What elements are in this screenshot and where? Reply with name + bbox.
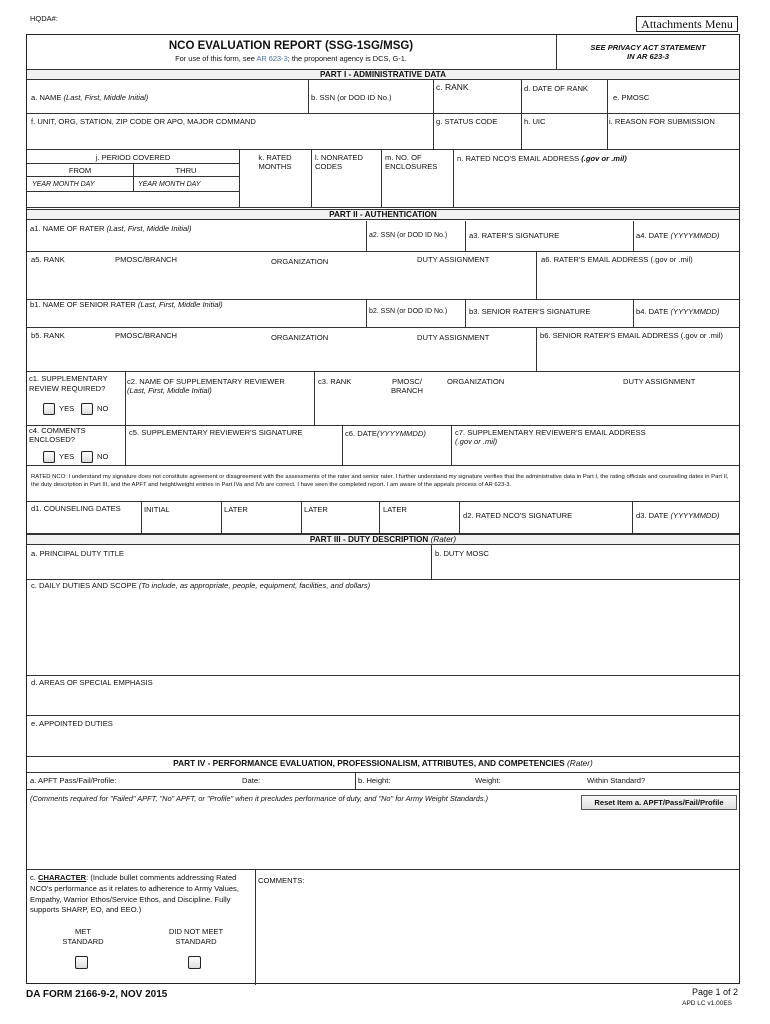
reason-field[interactable]: i. REASON FOR SUBMISSION bbox=[609, 117, 715, 126]
privacy-line-1: SEE PRIVACY ACT STATEMENT bbox=[590, 43, 706, 52]
privacy-line-2: IN AR 623-3 bbox=[627, 52, 669, 61]
ssn-field[interactable]: b. SSN (or DOD ID No.) bbox=[311, 93, 392, 102]
rater-date-field[interactable] bbox=[636, 231, 719, 241]
met-standard-label-1: MET bbox=[74, 927, 92, 936]
supp-reviewer-name-hint: (Last, First, Middle Initial) bbox=[127, 386, 212, 395]
duty-mosc-field[interactable]: b. DUTY MOSC bbox=[435, 549, 489, 558]
character-comments-field[interactable]: COMMENTS: bbox=[258, 876, 305, 885]
senior-rater-name-hint: (Last, First, Middle Initial) bbox=[137, 300, 223, 309]
supp-required-no-checkbox[interactable] bbox=[81, 403, 93, 415]
comments-enclosed-label-1: c4. COMMENTS bbox=[29, 426, 86, 435]
did-not-meet-checkbox[interactable] bbox=[188, 956, 201, 969]
supp-reviewer-signature-field[interactable]: c5. SUPPLEMENTARY REVIEWER'S SIGNATURE bbox=[129, 428, 303, 437]
rater-email-field[interactable]: a6. RATER'S EMAIL ADDRESS (.gov or .mil) bbox=[541, 255, 693, 264]
version-label: APD LC v1.00ES bbox=[682, 1000, 732, 1007]
period-covered-label: j. PERIOD COVERED bbox=[95, 153, 171, 162]
supp-reviewer-rank-field[interactable]: c3. RANK bbox=[318, 377, 352, 386]
evaluation-form bbox=[26, 34, 740, 984]
name-hint: (Last, First, Middle Initial) bbox=[63, 93, 149, 102]
rater-duty-field[interactable]: DUTY ASSIGNMENT bbox=[417, 255, 490, 264]
rater-name-field[interactable] bbox=[30, 224, 191, 234]
supp-reviewer-org-field[interactable]: ORGANIZATION bbox=[447, 377, 505, 386]
apft-comments-note: (Comments required for "Failed" APFT, "No" APFT, or "Profile" when it precludes performance of duty, and "No" for Army Weight Standards.) bbox=[30, 794, 489, 803]
character-instructions bbox=[30, 873, 254, 916]
character-label: CHARACTER bbox=[38, 873, 87, 882]
ar-reference-link[interactable]: AR 623-3 bbox=[256, 54, 288, 63]
form-subtitle bbox=[27, 54, 555, 64]
enclosures-label-1: m. NO. OF bbox=[385, 153, 422, 162]
rated-nco-signature-field[interactable]: d2. RATED NCO'S SIGNATURE bbox=[463, 511, 573, 520]
uic-field[interactable]: h. UIC bbox=[524, 117, 546, 126]
pmosc-field[interactable]: e. PMOSC bbox=[613, 93, 650, 102]
senior-rater-date-field[interactable] bbox=[636, 307, 719, 317]
senior-rater-org-field[interactable]: ORGANIZATION bbox=[271, 333, 329, 342]
rater-date-hint: (YYYYMMDD) bbox=[670, 231, 720, 240]
subtitle-post: ; the proponent agency is DCS, G-1. bbox=[287, 54, 407, 63]
supp-reviewer-pmosc-field[interactable]: PMOSC/ bbox=[392, 377, 422, 386]
met-standard-label-2: STANDARD bbox=[62, 937, 104, 946]
supp-reviewer-duty-field[interactable]: DUTY ASSIGNMENT bbox=[623, 377, 696, 386]
appointed-duties-field[interactable]: e. APPOINTED DUTIES bbox=[31, 719, 113, 728]
rater-pmosc-field[interactable]: PMOSC/BRANCH bbox=[115, 255, 178, 264]
senior-rater-pmosc-field[interactable]: PMOSC/BRANCH bbox=[115, 331, 178, 340]
apft-field[interactable]: a. APFT Pass/Fail/Profile: bbox=[30, 776, 117, 785]
rated-nco-date-field[interactable] bbox=[636, 511, 719, 521]
did-not-meet-label-2: STANDARD bbox=[175, 937, 217, 946]
rated-email-hint: (.gov or .mil) bbox=[581, 154, 627, 163]
supp-required-yes-checkbox[interactable] bbox=[43, 403, 55, 415]
form-id: DA FORM 2166-9-2, NOV 2015 bbox=[26, 989, 168, 1000]
status-code-field[interactable]: g. STATUS CODE bbox=[436, 117, 498, 126]
rated-months-label-2: MONTHS bbox=[258, 162, 292, 171]
character-text: : (Include bullet comments addressing Rated NCO's performance as it relates to adherence to Army Values, Empathy, Warrior Ethos/Service Ethos, and Discipline. Fully supports SHARP, EO, and EEO.) bbox=[30, 873, 239, 915]
counseling-later-field-1[interactable]: LATER bbox=[224, 505, 248, 514]
from-date-field[interactable]: YEAR MONTH DAY bbox=[32, 181, 95, 188]
supp-review-required-label: c1. SUPPLEMENTARY REVIEW REQUIRED? bbox=[29, 374, 108, 393]
comments-enclosed-label-2: ENCLOSED? bbox=[29, 435, 76, 444]
part1-header: PART I - ADMINISTRATIVE DATA bbox=[27, 69, 739, 80]
supp-required-no-label: NO bbox=[97, 404, 109, 413]
rated-months-label-1: k. RATED bbox=[258, 153, 292, 162]
name-field[interactable] bbox=[31, 93, 148, 103]
height-field[interactable]: b. Height: bbox=[358, 776, 391, 785]
supp-reviewer-date-field[interactable] bbox=[345, 429, 426, 439]
thru-date-field[interactable]: YEAR MONTH DAY bbox=[138, 181, 201, 188]
nco-date-hint: (YYYYMMDD) bbox=[670, 511, 720, 520]
enclosures-label-2: ENCLOSURES bbox=[385, 162, 438, 171]
counseling-dates-label: d1. COUNSELING DATES bbox=[31, 504, 121, 513]
part3-header bbox=[27, 534, 739, 545]
daily-duties-field[interactable] bbox=[31, 581, 370, 591]
rater-ssn-field[interactable]: a2. SSN (or DOD ID No.) bbox=[369, 232, 448, 239]
senior-rater-email-field[interactable]: b6. SENIOR RATER'S EMAIL ADDRESS (.gov or .mil) bbox=[540, 331, 723, 340]
comments-enclosed-yes-label: YES bbox=[59, 452, 75, 461]
from-label: FROM bbox=[68, 166, 92, 175]
part3-hint: (Rater) bbox=[430, 535, 457, 544]
part4-hint: (Rater) bbox=[566, 758, 593, 768]
supp-date-label: c6. DATE bbox=[345, 429, 377, 438]
apft-date-field[interactable]: Date: bbox=[242, 776, 261, 785]
comments-enclosed-no-label: NO bbox=[97, 452, 109, 461]
rank-field[interactable]: c. RANK bbox=[436, 82, 469, 92]
comments-enclosed-no-checkbox[interactable] bbox=[81, 451, 93, 463]
supp-required-yes-label: YES bbox=[59, 404, 75, 413]
counseling-later-field-3[interactable]: LATER bbox=[383, 505, 407, 514]
nco-date-label: d3. DATE bbox=[636, 511, 671, 520]
rater-date-label: a4. DATE bbox=[636, 231, 671, 240]
rated-email-field[interactable] bbox=[457, 154, 627, 164]
part3-title: PART III - DUTY DESCRIPTION bbox=[309, 535, 429, 544]
senior-rater-name-label: b1. NAME OF SENIOR RATER bbox=[30, 300, 138, 309]
supp-reviewer-email-hint: (.gov or .mil) bbox=[455, 437, 498, 446]
met-standard-checkbox[interactable] bbox=[75, 956, 88, 969]
weight-field[interactable]: Weight: bbox=[475, 776, 501, 785]
rated-email-label: n. RATED NCO'S EMAIL ADDRESS bbox=[457, 154, 582, 163]
comments-enclosed-yes-checkbox[interactable] bbox=[43, 451, 55, 463]
within-standard-field[interactable]: Within Standard? bbox=[587, 776, 646, 785]
rater-name-label: a1. NAME OF RATER bbox=[30, 224, 107, 233]
unit-field[interactable]: f. UNIT, ORG, STATION, ZIP CODE OR APO, MAJOR COMMAND bbox=[31, 117, 256, 126]
name-label: a. NAME bbox=[31, 93, 62, 102]
supp-reviewer-email-field[interactable]: c7. SUPPLEMENTARY REVIEWER'S EMAIL ADDRESS bbox=[455, 428, 646, 437]
senior-rater-rank-field[interactable]: b5. RANK bbox=[31, 331, 65, 340]
rater-rank-field[interactable]: a5. RANK bbox=[31, 255, 65, 264]
reset-apft-button[interactable]: Reset Item a. APFT/Pass/Fail/Profile bbox=[581, 795, 737, 810]
rater-name-hint: (Last, First, Middle Initial) bbox=[106, 224, 192, 233]
hqda-label: HQDA#: bbox=[30, 14, 58, 23]
senior-rater-duty-field[interactable]: DUTY ASSIGNMENT bbox=[417, 333, 490, 342]
senior-rater-name-field[interactable] bbox=[30, 300, 223, 310]
senior-rater-ssn-field[interactable]: b2. SSN (or DOD ID No.) bbox=[369, 308, 448, 315]
date-of-rank-field[interactable]: d. DATE OF RANK bbox=[524, 84, 588, 93]
counseling-initial-field[interactable]: INITIAL bbox=[144, 505, 170, 514]
did-not-meet-label-1: DID NOT MEET bbox=[168, 927, 224, 936]
daily-duties-label: c. DAILY DUTIES AND SCOPE bbox=[31, 581, 139, 590]
form-title: NCO EVALUATION REPORT (SSG-1SG/MSG) bbox=[168, 40, 414, 52]
subtitle-pre: For use of this form, see bbox=[175, 54, 257, 63]
principal-duty-title-field[interactable]: a. PRINCIPAL DUTY TITLE bbox=[31, 549, 124, 558]
supp-reviewer-name-field[interactable]: c2. NAME OF SUPPLEMENTARY REVIEWER bbox=[127, 377, 285, 386]
nonrated-label-1: l. NONRATED bbox=[315, 153, 363, 162]
rater-org-field[interactable]: ORGANIZATION bbox=[271, 257, 329, 266]
supp-reviewer-pmosc-label-2: BRANCH bbox=[390, 386, 424, 395]
part4-title: PART IV - PERFORMANCE EVALUATION, PROFESSIONALISM, ATTRIBUTES, AND COMPETENCIES bbox=[173, 758, 565, 768]
rated-nco-statement: RATED NCO: I understand my signature does not constitute agreement or disagreement with the assessments of the rater and senior rater. I further understand my signature verifies that the administrative data in Part I, the rating officials and counseling dates in Part II, the duty description in Part III, and the APFT and height/weight entries in Part IVa and IVb are correct. I have seen the completed report. I am aware of the appeals process of AR 623-3. bbox=[31, 474, 729, 489]
thru-label: THRU bbox=[175, 166, 197, 175]
part4-header bbox=[27, 759, 739, 769]
supp-date-hint: (YYYYMMDD) bbox=[376, 429, 426, 438]
counseling-later-field-2[interactable]: LATER bbox=[304, 505, 328, 514]
senior-rater-date-hint: (YYYYMMDD) bbox=[670, 307, 720, 316]
part2-header: PART II - AUTHENTICATION bbox=[27, 209, 739, 220]
special-emphasis-field[interactable]: d. AREAS OF SPECIAL EMPHASIS bbox=[31, 678, 153, 687]
rater-signature-field[interactable]: a3. RATER'S SIGNATURE bbox=[469, 231, 560, 240]
nonrated-label-2: CODES bbox=[315, 162, 343, 171]
daily-duties-hint: (To include, as appropriate, people, equipment, facilities, and dollars) bbox=[138, 581, 371, 590]
character-prefix: c. bbox=[30, 873, 39, 882]
attachments-menu-button[interactable]: Attachments Menu bbox=[636, 16, 738, 32]
senior-rater-date-label: b4. DATE bbox=[636, 307, 671, 316]
page-number: Page 1 of 2 bbox=[691, 987, 738, 997]
senior-rater-signature-field[interactable]: b3. SENIOR RATER'S SIGNATURE bbox=[469, 307, 591, 316]
